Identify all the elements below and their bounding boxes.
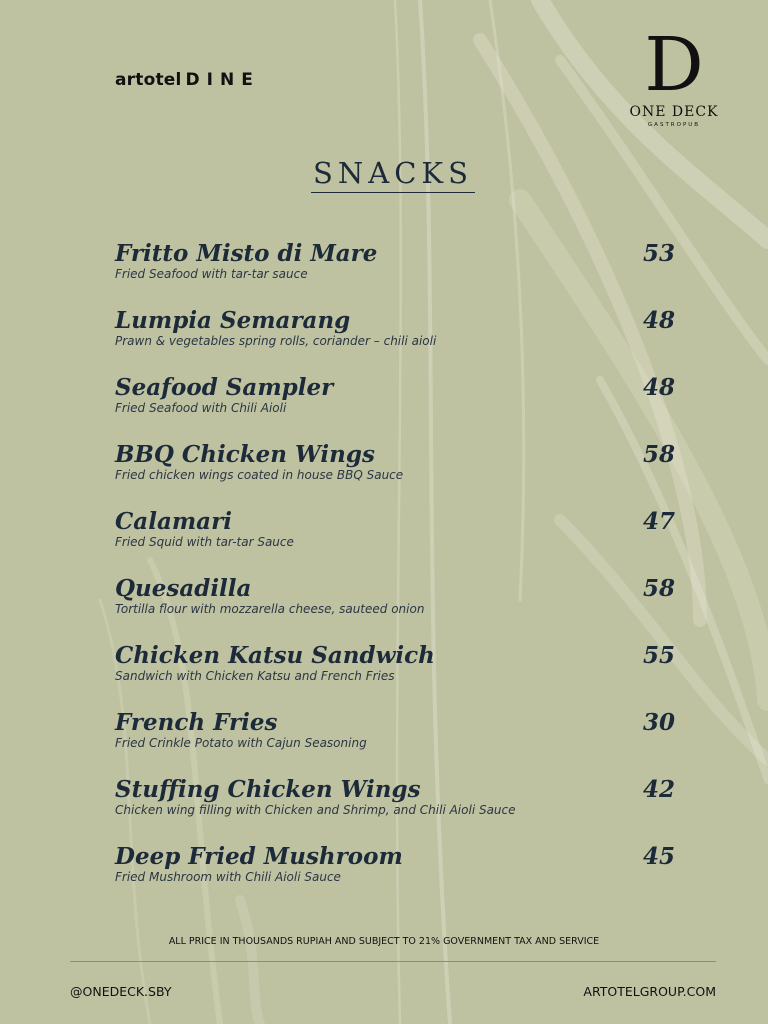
footer-social-handle: @ONEDECK.SBY	[70, 984, 172, 999]
menu-item-price: 58	[642, 575, 675, 602]
one-deck-logo	[628, 22, 720, 128]
menu-item-description: Fried Squid with tar-tar Sauce	[115, 535, 294, 549]
menu-item-description: Fried Seafood with Chili Aioli	[115, 401, 287, 415]
menu-item-name: Deep Fried Mushroom	[115, 843, 403, 870]
menu-item-description: Fried Mushroom with Chili Aioli Sauce	[115, 870, 341, 884]
menu-item-description: Fried Crinkle Potato with Cajun Seasoning	[115, 736, 367, 750]
menu-item-description: Fried chicken wings coated in house BBQ Sauce	[115, 468, 404, 482]
logo-name: ONE DECK	[629, 104, 719, 120]
menu-item-description: Fried Seafood with tar-tar sauce	[115, 267, 308, 281]
menu-item	[115, 240, 675, 307]
menu-item-name: French Fries	[115, 709, 278, 736]
footer-divider	[70, 961, 716, 962]
menu-item-description: Tortilla flour with mozzarella cheese, sauteed onion	[115, 602, 425, 616]
menu-item	[115, 575, 675, 642]
menu-item-name: Lumpia Semarang	[115, 307, 351, 334]
menu-list	[115, 240, 675, 910]
menu-item-name: Calamari	[115, 508, 232, 535]
logo-subtitle: GASTROPUB	[647, 122, 701, 128]
menu-item-price: 47	[642, 508, 675, 535]
menu-item	[115, 843, 675, 910]
menu-item-price: 58	[642, 441, 675, 468]
section-title-underline	[311, 192, 475, 193]
menu-item	[115, 374, 675, 441]
menu-item-description: Sandwich with Chicken Katsu and French Fries	[115, 669, 395, 683]
menu-item-price: 30	[642, 709, 675, 736]
menu-item-price: 48	[642, 374, 675, 401]
logo-mark: D	[644, 22, 704, 108]
section-title: SNACKS	[313, 156, 473, 190]
menu-item-price: 53	[642, 240, 675, 267]
price-footnote: ALL PRICE IN THOUSANDS RUPIAH AND SUBJECT TO 21% GOVERNMENT TAX AND SERVICE	[168, 936, 600, 947]
menu-item-price: 48	[642, 307, 675, 334]
menu-item	[115, 508, 675, 575]
menu-item-name: BBQ Chicken Wings	[115, 441, 375, 468]
artotel-dine-logo	[115, 70, 260, 90]
menu-item-name: Seafood Sampler	[115, 374, 334, 401]
menu-item-price: 55	[642, 642, 675, 669]
menu-item-name: Chicken Katsu Sandwich	[115, 642, 435, 669]
menu-item-name: Fritto Misto di Mare	[115, 240, 378, 267]
menu-item	[115, 709, 675, 776]
menu-item-description: Prawn & vegetables spring rolls, coriander – chili aioli	[115, 334, 437, 348]
brand-artotel: artotel	[115, 70, 182, 90]
menu-item-description: Chicken wing filling with Chicken and Shrimp, and Chili Aioli Sauce	[115, 803, 516, 817]
menu-item-price: 45	[642, 843, 675, 870]
menu-item-name: Stuffing Chicken Wings	[115, 776, 421, 803]
menu-item-price: 42	[642, 776, 675, 803]
menu-item	[115, 776, 675, 843]
footer-website: ARTOTELGROUP.COM	[583, 984, 716, 999]
menu-item	[115, 441, 675, 508]
brand-dine: DINE	[185, 70, 260, 90]
menu-item	[115, 642, 675, 709]
menu-item-name: Quesadilla	[115, 575, 252, 602]
menu-item	[115, 307, 675, 374]
